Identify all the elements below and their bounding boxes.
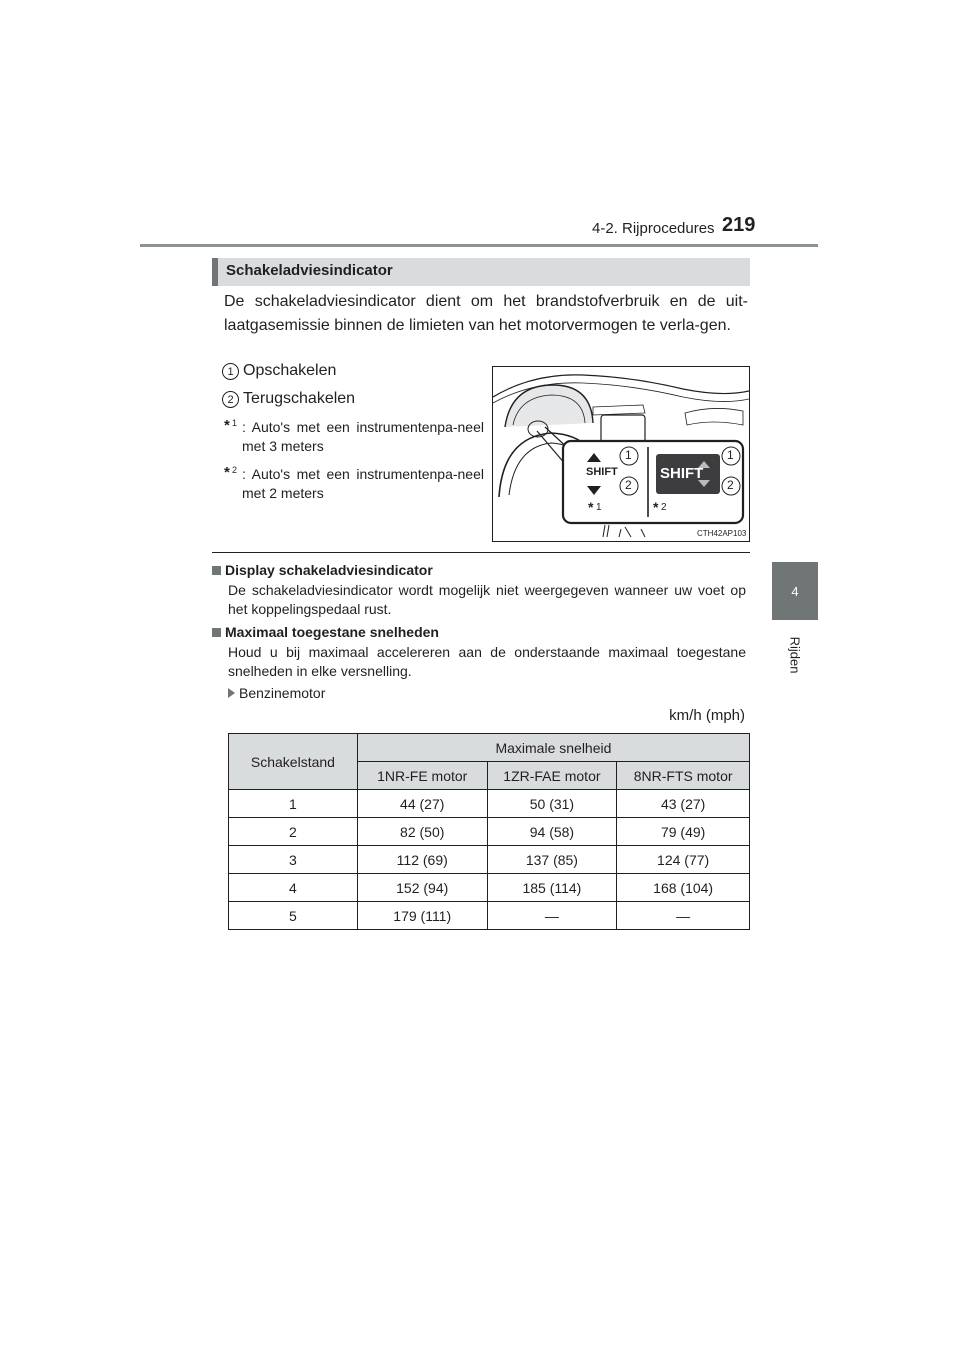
callout-1-left: 1: [625, 448, 632, 462]
table-cell: 43 (27): [617, 790, 750, 818]
table-cell: 152 (94): [357, 874, 487, 902]
table-row: [229, 846, 750, 874]
table-cell: 79 (49): [617, 818, 750, 846]
subheading-max-speeds: [212, 624, 439, 640]
shift-label-left: SHIFT: [586, 466, 618, 478]
callout-2-right: 2: [727, 478, 734, 492]
section-divider: [212, 552, 750, 553]
item-upshift-label: Opschakelen: [243, 362, 337, 379]
dashboard-drawing: [493, 367, 749, 541]
footnote-1: [224, 417, 484, 456]
header-max-speed: Maximale snelheid: [357, 734, 749, 762]
square-bullet-icon: [212, 628, 221, 637]
variant-1-star: *: [588, 499, 594, 515]
header-divider: [140, 244, 818, 247]
display-paragraph: De schakeladviesindicator wordt mogelijk niet weergegeven wanneer uw voet op het koppelingspedaal rust.: [228, 582, 746, 617]
chapter-title-text: Rijden: [787, 636, 803, 674]
footnote-2-text: : Auto's met een instrumentenpa-neel met 2 meters: [242, 466, 484, 501]
table-cell: 2: [229, 818, 358, 846]
header-engine-3: 8NR-FTS motor: [617, 762, 750, 790]
header-engine-1: 1NR-FE motor: [357, 762, 487, 790]
variant-1-label: 1: [596, 502, 602, 513]
subheading-max-speeds-text: Maximaal toegestane snelheden: [225, 624, 439, 640]
max-speeds-paragraph: Houd u bij maximaal accelereren aan de onderstaande maximaal toegestane snelheden in elke versnelling.: [228, 644, 746, 679]
table-cell: 124 (77): [617, 846, 750, 874]
table-row: [229, 790, 750, 818]
section-title: Schakeladviesindicator: [226, 262, 393, 279]
arrow-bullet-icon: [228, 688, 235, 698]
table-cell: 179 (111): [357, 902, 487, 930]
table-cell: 44 (27): [357, 790, 487, 818]
engine-item-text: Benzinemotor: [239, 685, 326, 701]
footnote-1-sup: 1: [232, 418, 238, 428]
subheading-display: [212, 562, 433, 578]
callout-1-right: 1: [727, 448, 734, 462]
footnote-2-sup: 2: [232, 465, 238, 475]
callout-2-left: 2: [625, 478, 632, 492]
footnote-1-text: : Auto's met een instrumentenpa-neel met 3 meters: [242, 419, 484, 454]
shift-indicator-illustration: [492, 366, 750, 542]
table-cell: 137 (85): [487, 846, 617, 874]
section-title-bar: [212, 258, 750, 286]
subheading-display-text: Display schakeladviesindicator: [225, 562, 433, 578]
page-number: 219: [722, 214, 756, 236]
title-accent: [212, 258, 218, 286]
table-row: [229, 902, 750, 930]
header-engine-2: 1ZR-FAE motor: [487, 762, 617, 790]
shift-label-right: SHIFT: [660, 465, 704, 482]
engine-item: [228, 685, 325, 701]
table-row: [229, 818, 750, 846]
number-1-icon: 1: [222, 363, 239, 380]
table-cell: 168 (104): [617, 874, 750, 902]
variant-2-label: 2: [661, 502, 667, 513]
footnote-1-star: *: [224, 417, 230, 434]
section-breadcrumb: 4-2. Rijprocedures: [592, 220, 715, 237]
number-2-icon: 2: [222, 391, 239, 408]
table-cell: —: [487, 902, 617, 930]
illustration-code: CTH42AP103: [697, 529, 747, 538]
footnote-2-star: *: [224, 464, 230, 481]
chapter-title: [770, 620, 820, 690]
table-cell: 1: [229, 790, 358, 818]
table-cell: —: [617, 902, 750, 930]
table-cell: 4: [229, 874, 358, 902]
table-cell: 50 (31): [487, 790, 617, 818]
chapter-tab[interactable]: 4: [772, 562, 818, 620]
table-cell: 3: [229, 846, 358, 874]
footnote-2: [224, 464, 484, 503]
table-row: [229, 874, 750, 902]
table-cell: 94 (58): [487, 818, 617, 846]
table-cell: 82 (50): [357, 818, 487, 846]
header-gear: Schakelstand: [229, 734, 358, 790]
table-cell: 5: [229, 902, 358, 930]
unit-label: km/h (mph): [669, 707, 745, 724]
variant-2-star: *: [653, 499, 659, 515]
item-downshift-label: Terugschakelen: [243, 390, 356, 407]
table-cell: 185 (114): [487, 874, 617, 902]
max-speed-table: [228, 733, 750, 930]
intro-paragraph: De schakeladviesindicator dient om het brandstofverbruik en de uit-laatgasemissie binnen de limieten van het motorvermogen te verla-gen.: [224, 293, 748, 334]
square-bullet-icon: [212, 566, 221, 575]
table-cell: 112 (69): [357, 846, 487, 874]
